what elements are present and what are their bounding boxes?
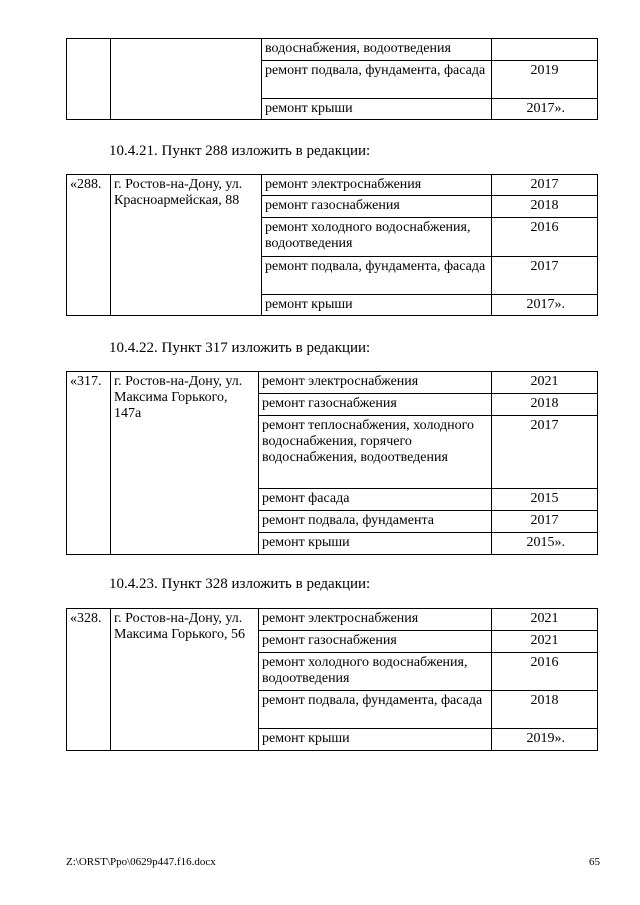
- table-row: [67, 609, 598, 631]
- year-cell: 2016: [492, 218, 598, 257]
- year-cell: 2018: [492, 691, 598, 729]
- year-cell: 2018: [492, 394, 598, 416]
- year-cell: 2017: [492, 175, 598, 196]
- work-cell: ремонт крыши: [259, 729, 492, 751]
- item-number-cell: «328.: [67, 609, 111, 751]
- table-row: [67, 39, 598, 61]
- work-cell: ремонт электроснабжения: [259, 609, 492, 631]
- year-cell: 2017: [492, 416, 598, 489]
- year-cell: 2017: [492, 257, 598, 295]
- year-cell: 2018: [492, 196, 598, 218]
- year-cell: 2015: [492, 489, 598, 511]
- year-cell: 2021: [492, 609, 598, 631]
- work-cell: ремонт теплоснабжения, холодного водоснабжения, горячего водоснабжения, водоотведения: [259, 416, 492, 489]
- work-cell: ремонт фасада: [259, 489, 492, 511]
- work-cell: ремонт подвала, фундамента: [259, 511, 492, 533]
- year-cell: 2016: [492, 653, 598, 691]
- table-row: [67, 372, 598, 394]
- address-cell: г. Ростов-на-Дону, ул. Максима Горького, 56: [111, 609, 259, 751]
- year-cell: 2017».: [492, 295, 598, 316]
- work-cell: ремонт подвала, фундамента, фасада: [262, 257, 492, 295]
- work-cell: ремонт газоснабжения: [259, 394, 492, 416]
- table-row: [67, 175, 598, 196]
- page-number: 65: [589, 856, 600, 868]
- item-number-cell: «288.: [67, 175, 111, 316]
- work-cell: ремонт крыши: [262, 295, 492, 316]
- year-cell: 2017: [492, 511, 598, 533]
- item-number-cell: [67, 39, 111, 120]
- year-cell: 2019: [492, 61, 598, 99]
- work-cell: ремонт холодного водоснабжения, водоотведения: [262, 218, 492, 257]
- work-cell: ремонт подвала, фундамента, фасада: [262, 61, 492, 99]
- file-path: Z:\ORST\Ppo\0629p447.f16.docx: [66, 856, 216, 868]
- year-cell: 2021: [492, 631, 598, 653]
- address-cell: г. Ростов-на-Дону, ул. Максима Горького, 147а: [111, 372, 259, 555]
- year-cell: [492, 39, 598, 61]
- table-item-317: [66, 371, 598, 555]
- work-cell: ремонт электроснабжения: [262, 175, 492, 196]
- year-cell: 2021: [492, 372, 598, 394]
- address-cell: [111, 39, 262, 120]
- section-heading: 10.4.21. Пункт 288 изложить в редакции:: [109, 143, 371, 159]
- work-cell: водоснабжения, водоотведения: [262, 39, 492, 61]
- table-item-328: [66, 608, 598, 751]
- section-heading: 10.4.23. Пункт 328 изложить в редакции:: [109, 576, 371, 592]
- address-cell: г. Ростов-на-Дону, ул. Красноармейская, 88: [111, 175, 262, 316]
- work-cell: ремонт подвала, фундамента, фасада: [259, 691, 492, 729]
- work-cell: ремонт крыши: [259, 533, 492, 555]
- year-cell: 2015».: [492, 533, 598, 555]
- work-cell: ремонт электроснабжения: [259, 372, 492, 394]
- section-heading: 10.4.22. Пункт 317 изложить в редакции:: [109, 340, 371, 356]
- work-cell: ремонт газоснабжения: [262, 196, 492, 218]
- table-continuation: [66, 38, 598, 120]
- item-number-cell: «317.: [67, 372, 111, 555]
- work-cell: ремонт крыши: [262, 99, 492, 120]
- table-item-288: [66, 174, 598, 316]
- work-cell: ремонт газоснабжения: [259, 631, 492, 653]
- year-cell: 2019».: [492, 729, 598, 751]
- work-cell: ремонт холодного водоснабжения, водоотведения: [259, 653, 492, 691]
- year-cell: 2017».: [492, 99, 598, 120]
